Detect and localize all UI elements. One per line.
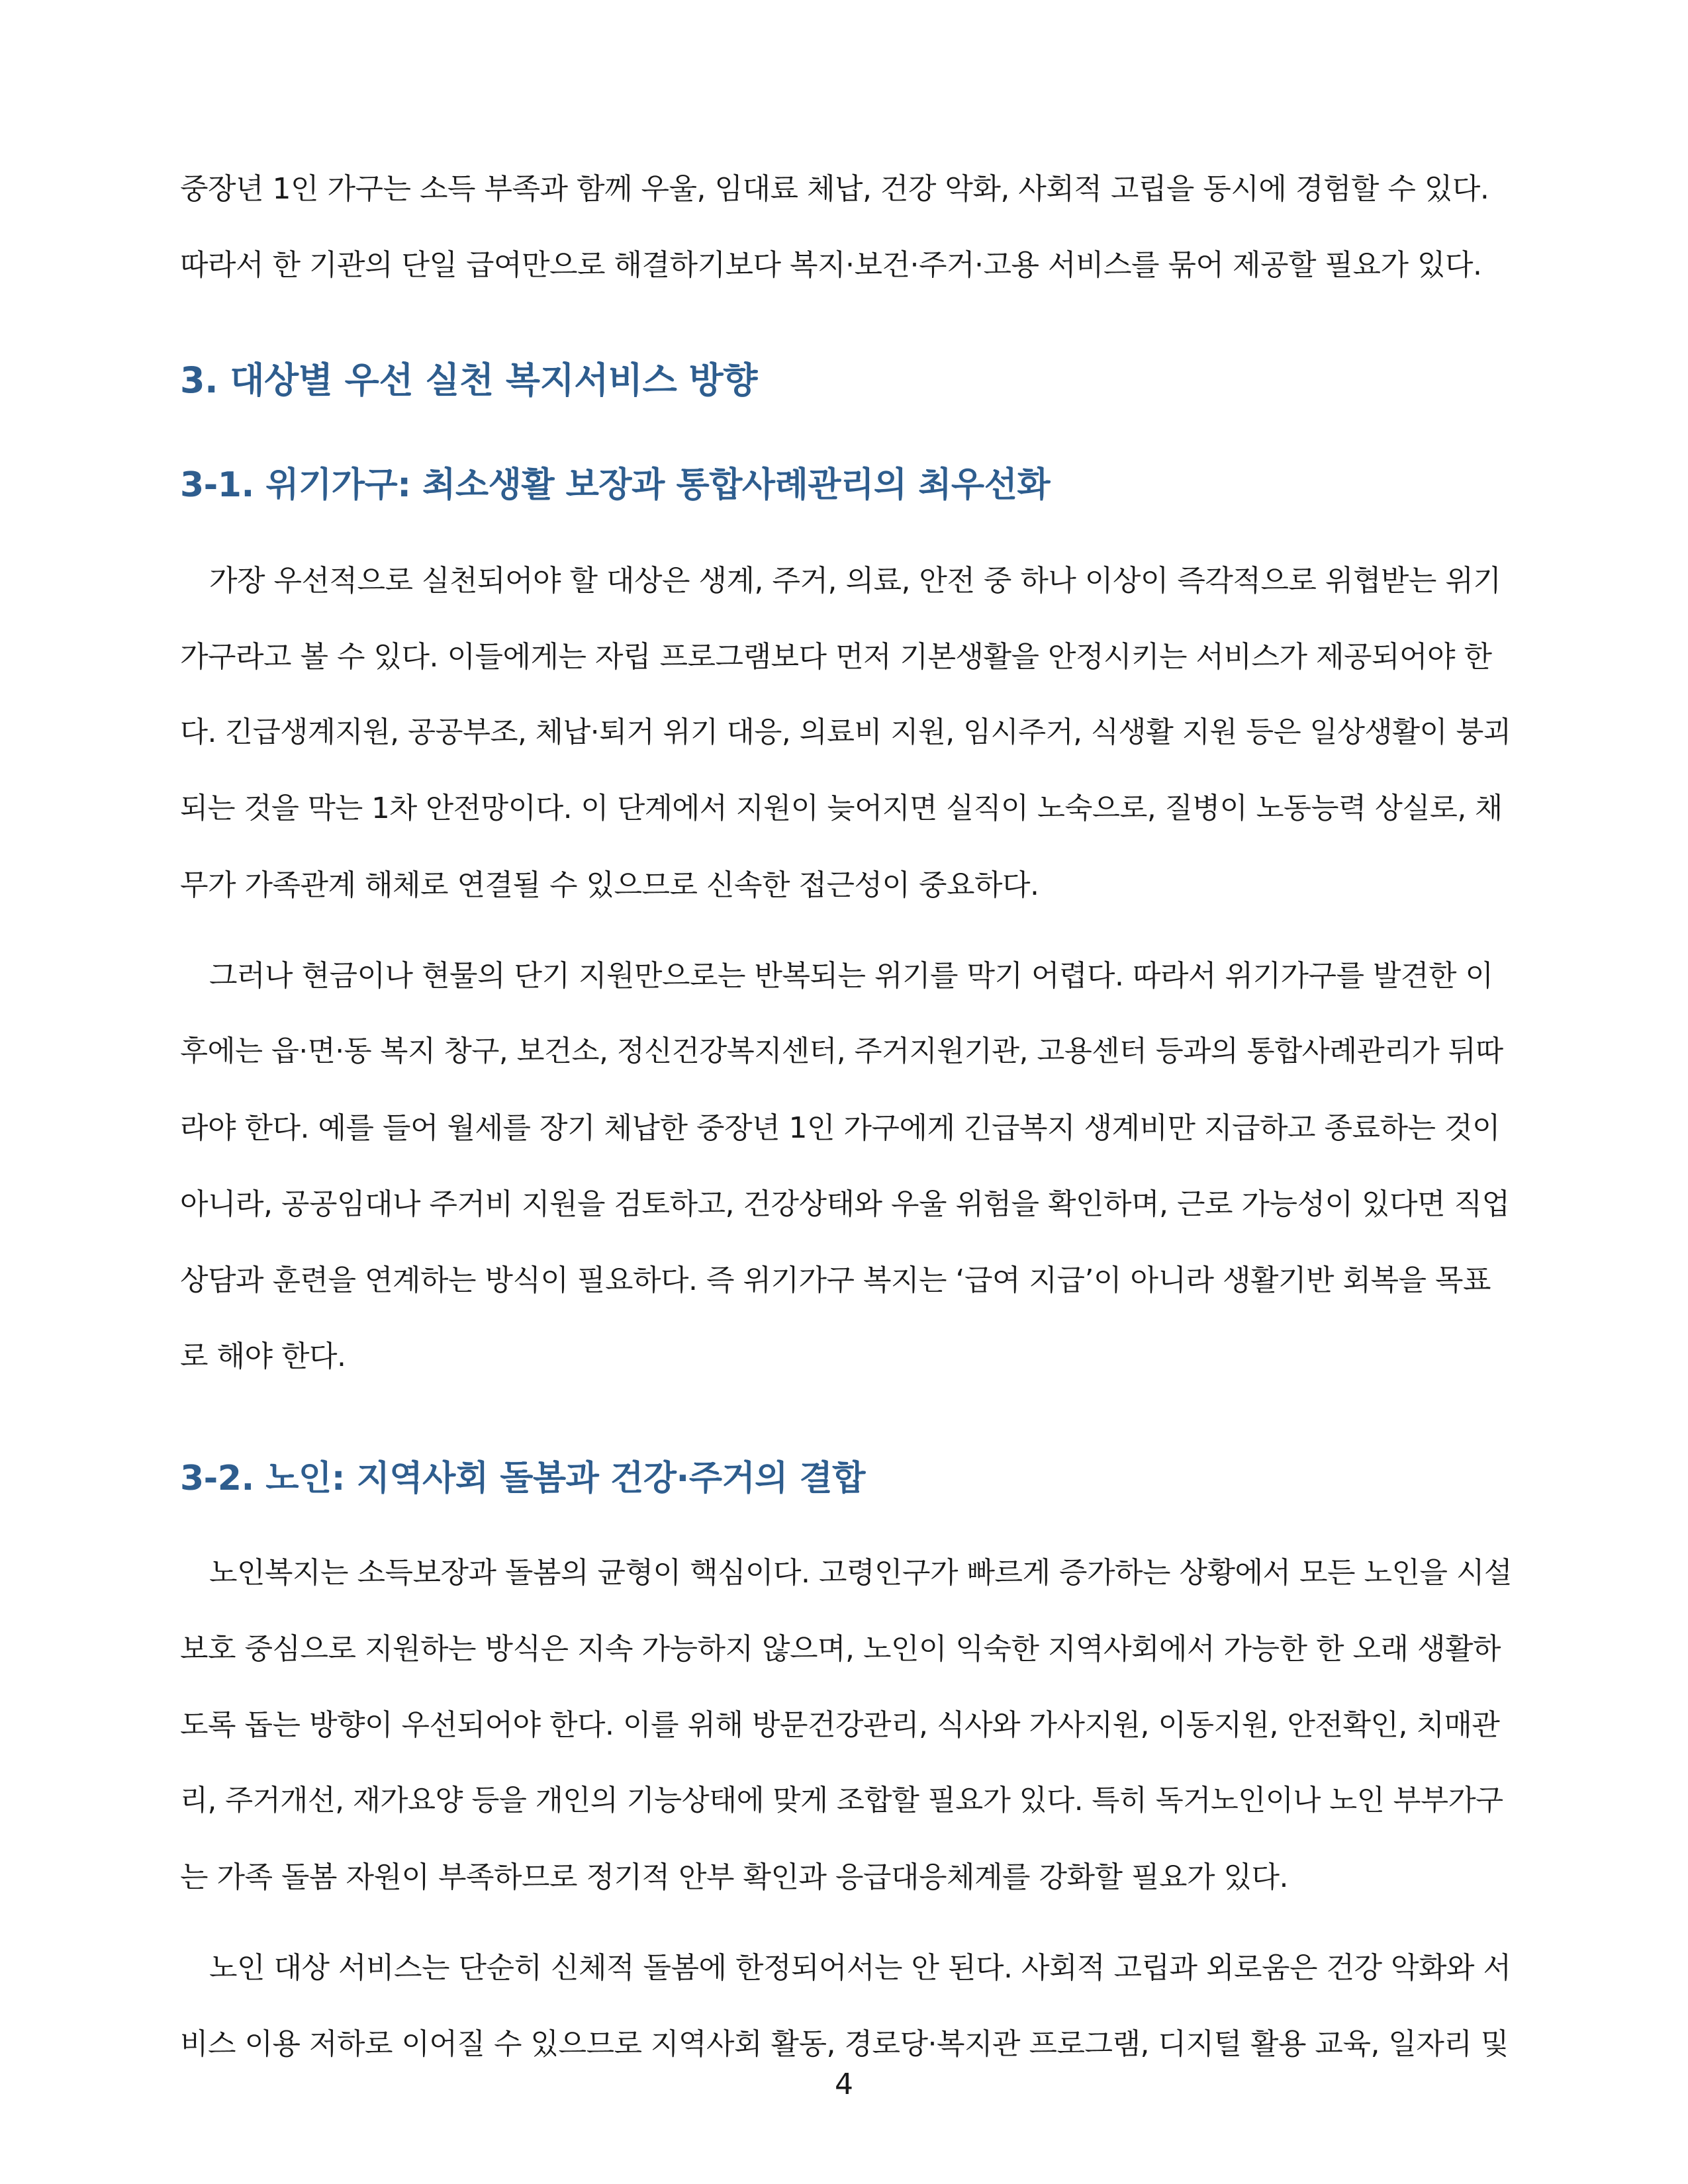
paragraph-3-2-a: [180, 1535, 1515, 1915]
paragraph-line: 다. 긴급생계지원, 공공부조, 체납·퇴거 위기 대응, 의료비 지원, 임시주거, 식생활 지원 등은 일상생활이 붕괴: [180, 716, 1511, 749]
section-heading-3-1: 3-1. 위기가구: 최소생활 보장과 통합사례관리의 최우선화: [180, 465, 1051, 505]
paragraph-line: 아니라, 공공임대나 주거비 지원을 검토하고, 건강상태와 우울 위험을 확인하며, 근로 가능성이 있다면 직업: [180, 1187, 1510, 1221]
paragraph-line: 라야 한다. 예를 들어 월세를 장기 체납한 중장년 1인 가구에게 긴급복지 생계비만 지급하고 종료하는 것이: [180, 1111, 1500, 1145]
paragraph-line: 는 가족 돌봄 자원이 부족하므로 정기적 안부 확인과 응급대응체계를 강화할 필요가 있다.: [180, 1860, 1288, 1894]
paragraph-line: 그러나 현금이나 현물의 단기 지원만으로는 반복되는 위기를 막기 어렵다. 따라서 위기가구를 발견한 이: [209, 959, 1493, 993]
document-page: [180, 151, 1515, 2082]
section-heading-3: 3. 대상별 우선 실천 복지서비스 방향: [180, 359, 757, 401]
paragraph-line: 가구라고 볼 수 있다. 이들에게는 자립 프로그램보다 먼저 기본생활을 안정시키는 서비스가 제공되어야 한: [180, 640, 1492, 674]
paragraph-line: 따라서 한 기관의 단일 급여만으로 해결하기보다 복지·보건·주거·고용 서비스를 묶어 제공할 필요가 있다.: [180, 248, 1482, 282]
paragraph-line: 중장년 1인 가구는 소득 부족과 함께 우울, 임대료 체납, 건강 악화, 사회적 고립을 동시에 경험할 수 있다.: [180, 172, 1489, 206]
paragraph-line: 상담과 훈련을 연계하는 방식이 필요하다. 즉 위기가구 복지는 ‘급여 지급’이 아니라 생활기반 회복을 목표: [180, 1263, 1491, 1297]
page-number: 4: [835, 2068, 853, 2101]
paragraph-line: 되는 것을 막는 1차 안전망이다. 이 단계에서 지원이 늦어지면 실직이 노숙으로, 질병이 노동능력 상실로, 채: [180, 792, 1503, 825]
paragraph-line: 가장 우선적으로 실천되어야 할 대상은 생계, 주거, 의료, 안전 중 하나 이상이 즉각적으로 위협받는 위기: [209, 564, 1501, 598]
paragraph-line: 비스 이용 저하로 이어질 수 있으므로 지역사회 활동, 경로당·복지관 프로그램, 디지털 활용 교육, 일자리 및: [180, 2027, 1509, 2061]
paragraph-3-1-b: [180, 938, 1515, 1394]
paragraph-line: 후에는 읍·면·동 복지 창구, 보건소, 정신건강복지센터, 주거지원기관, 고용센터 등과의 통합사례관리가 뒤따: [180, 1035, 1503, 1068]
paragraph-line: 노인복지는 소득보장과 돌봄의 균형이 핵심이다. 고령인구가 빠르게 증가하는 상황에서 모든 노인을 시설: [209, 1556, 1513, 1590]
paragraph-line: 도록 돕는 방향이 우선되어야 한다. 이를 위해 방문건강관리, 식사와 가사지원, 이동지원, 안전확인, 치매관: [180, 1708, 1500, 1742]
paragraph-line: 무가 가족관계 해체로 연결될 수 있으므로 신속한 접근성이 중요하다.: [180, 868, 1039, 902]
paragraph-3-1-a: [180, 543, 1515, 923]
intro-paragraph: [180, 151, 1515, 303]
section-heading-3-2: 3-2. 노인: 지역사회 돌봄과 건강·주거의 결합: [180, 1459, 865, 1498]
paragraph-line: 노인 대상 서비스는 단순히 신체적 돌봄에 한정되어서는 안 된다. 사회적 고립과 외로움은 건강 악화와 서: [209, 1951, 1511, 1985]
paragraph-line: 보호 중심으로 지원하는 방식은 지속 가능하지 않으며, 노인이 익숙한 지역사회에서 가능한 한 오래 생활하: [180, 1632, 1501, 1666]
paragraph-line: 로 해야 한다.: [180, 1340, 346, 1373]
paragraph-3-2-b: [180, 1930, 1515, 2082]
paragraph-line: 리, 주거개선, 재가요양 등을 개인의 기능상태에 맞게 조합할 필요가 있다. 특히 독거노인이나 노인 부부가구: [180, 1784, 1503, 1817]
